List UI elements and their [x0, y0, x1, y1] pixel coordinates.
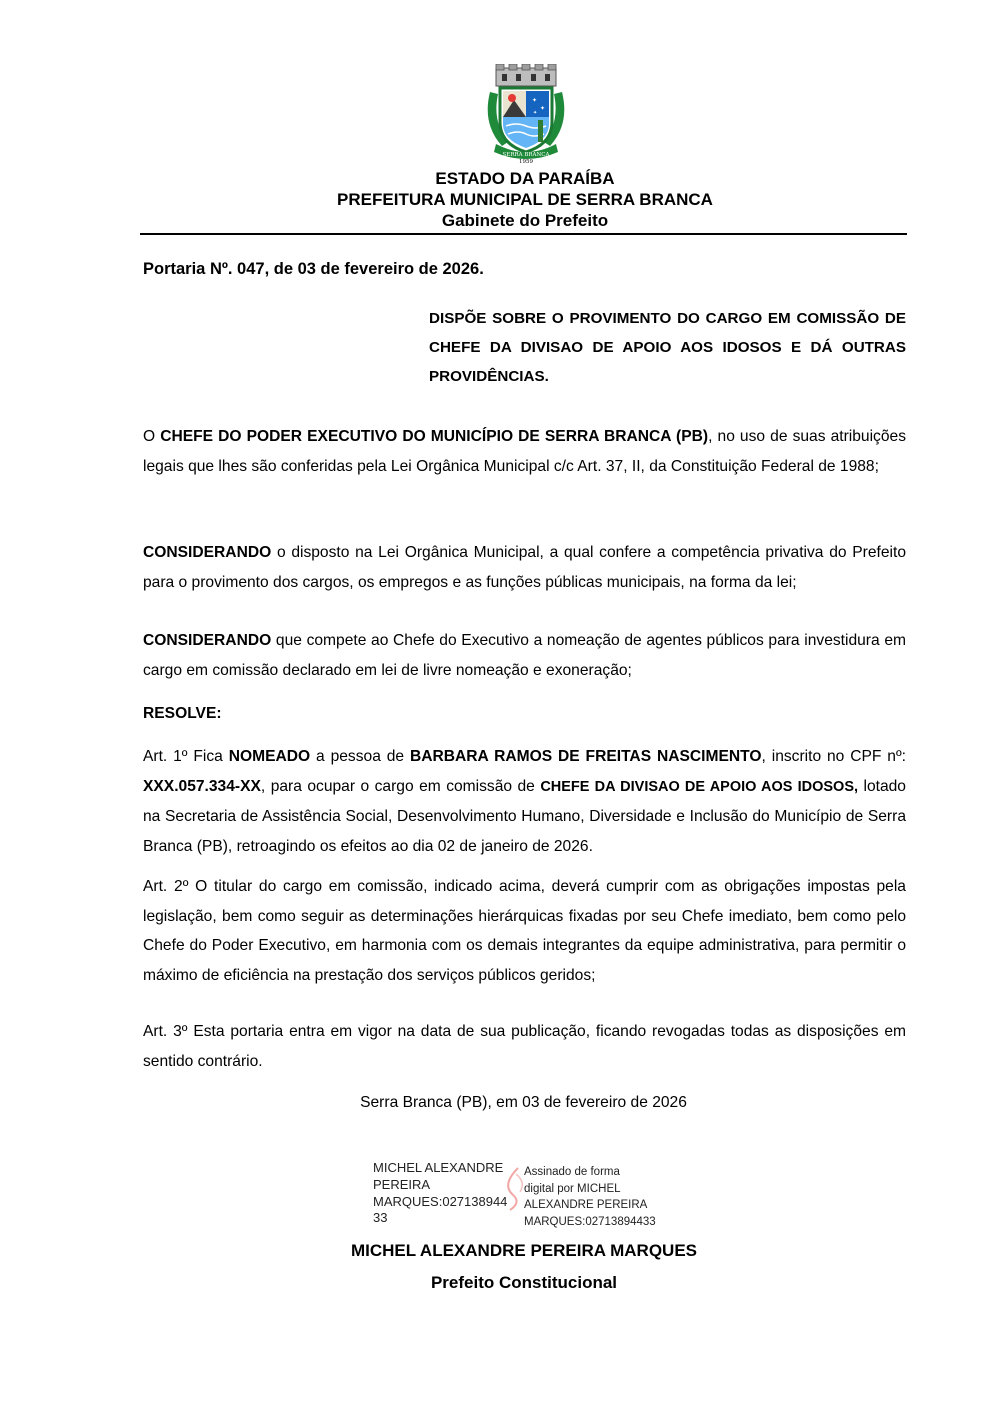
header-divider: [140, 233, 907, 235]
municipal-crest-logo: [482, 64, 570, 164]
preamble-paragraph: O CHEFE DO PODER EXECUTIVO DO MUNICÍPIO DE SERRA BRANCA (PB), no uso de suas atribuições legais que lhes são conferidas pela Lei Orgânica Municipal c/c Art. 37, II, da Constituição Federal de 1988;: [143, 428, 906, 475]
considerando-1-paragraph: CONSIDERANDO o disposto na Lei Orgânica Municipal, a qual confere a competência privativa do Prefeito para o provimento dos cargos, os empregos e as funções públicas municipais, na forma da lei;: [143, 544, 906, 591]
digital-signature-info-block: Assinado de forma digital por MICHEL ALEXANDRE PEREIRA MARQUES:02713894433: [524, 1166, 656, 1229]
place-and-date: Serra Branca (PB), em 03 de fevereiro de 2026: [360, 1094, 687, 1111]
digital-signature-name-block: MICHEL ALEXANDRE PEREIRA MARQUES:027138944 33: [373, 1160, 508, 1226]
signer-name: MICHEL ALEXANDRE PEREIRA MARQUES: [350, 1241, 697, 1260]
ementa: DISPÕE SOBRE O PROVIMENTO DO CARGO EM COMISSÃO DE CHEFE DA DIVISAO DE APOIO AOS IDOSOS E DÁ OUTRAS PROVIDÊNCIAS.: [429, 310, 906, 385]
resolve-heading: RESOLVE:: [143, 705, 222, 722]
svg-text:✦: ✦: [532, 97, 538, 104]
crest-ribbon-text: SERRA BRANCA: [502, 152, 550, 158]
header-office: Gabinete do Prefeito: [441, 211, 609, 230]
document-title: Portaria Nº. 047, de 03 de fevereiro de 2026.: [143, 260, 484, 278]
svg-text:✦: ✦: [540, 105, 546, 112]
header-state: ESTADO DA PARAÍBA: [435, 169, 615, 188]
signer-role: Prefeito Constitucional: [430, 1273, 618, 1292]
article-2-paragraph: Art. 2º O titular do cargo em comissão, indicado acima, deverá cumprir com as obrigações impostas pela legislação, bem como seguir as determinações hierárquicas fixadas por seu Chefe imediato, bem como pelo Chefe do Poder Executivo, em harmonia com os demais integrantes da equipe administrativa, para permitir o máximo de eficiência na prestação dos serviços públicos geridos;: [143, 878, 906, 984]
svg-text:✦: ✦: [533, 110, 538, 116]
article-3-paragraph: Art. 3º Esta portaria entra em vigor na data de sua publicação, ficando revogadas todas as disposições em sentido contrário.: [143, 1023, 906, 1070]
header-prefecture: PREFEITURA MUNICIPAL DE SERRA BRANCA: [337, 190, 713, 209]
considerando-2-paragraph: CONSIDERANDO que compete ao Chefe do Executivo a nomeação de agentes públicos para investidura em cargo em comissão declarado em lei de livre nomeação e exoneração;: [143, 632, 906, 679]
article-1-paragraph: Art. 1º Fica NOMEADO a pessoa de BARBARA RAMOS DE FREITAS NASCIMENTO, inscrito no CPF nº: XXX.057.334-XX, para ocupar o cargo em comissão de CHEFE DA DIVISAO DE APOIO AOS IDOSOS, lotado na Secretaria de Assistência Social, Desenvolvimento Humano, Diversidade e Inclusão do Município de Serra Branca (PB), retroagindo os efeitos ao dia 02 de janeiro de 2026.: [143, 748, 906, 855]
crest-year: 1959: [519, 159, 533, 164]
